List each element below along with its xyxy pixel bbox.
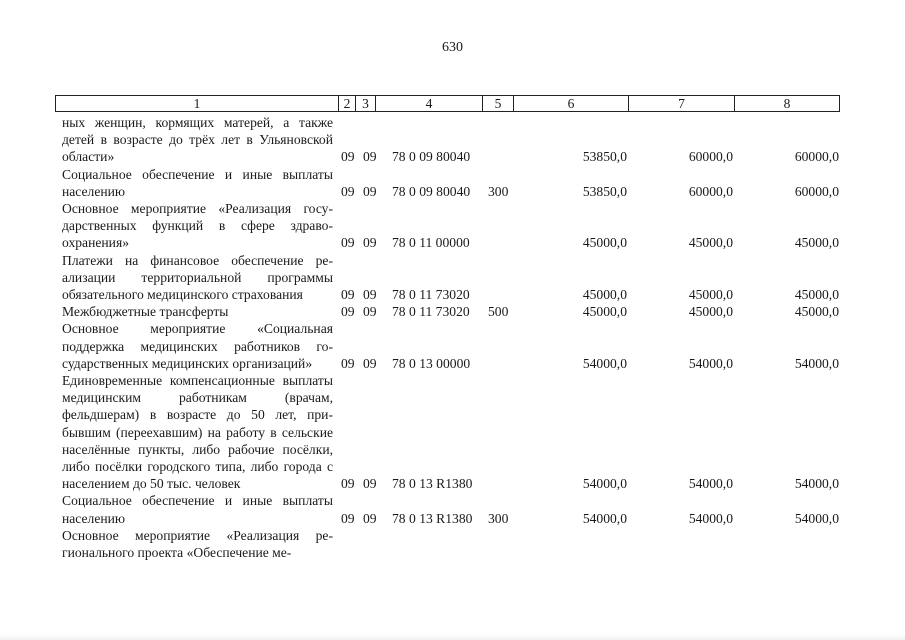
row-amount-2: 54000,0 [688, 476, 733, 492]
row-amount-3: 54000,0 [794, 510, 839, 526]
row-pr: 09 [363, 287, 377, 303]
row-cs: 78 0 09 80040 [392, 183, 471, 199]
row-pr: 09 [363, 510, 377, 526]
row-cs: 78 0 11 00000 [392, 235, 470, 251]
row-description: Единовременные компенсационные выплаты медицинским работникам (врачам, фельдшерам) в возрасте до 50 лет, прибывшим (переехавшим) на работу в сельские населённые пункты, либо рабочие посёлки, либо посёлки городского типа, либо города с населением до 50 тыс. человек [62, 373, 333, 492]
row-pr: 09 [363, 476, 377, 492]
row-description: Основное мероприятие «Реализация регионального проекта «Обеспечение ме- [62, 527, 333, 561]
row-amount-3: 45000,0 [794, 287, 839, 303]
row-rz: 09 [341, 287, 355, 303]
table-row [0, 303, 905, 320]
row-amount-1: 54000,0 [582, 355, 627, 371]
page-number: 630 [442, 40, 463, 55]
row-amount-2: 54000,0 [688, 355, 733, 371]
row-amount-1: 45000,0 [582, 304, 627, 320]
row-amount-1: 53850,0 [582, 149, 627, 165]
row-amount-3: 60000,0 [794, 183, 839, 199]
table-row [0, 372, 905, 492]
row-amount-2: 45000,0 [688, 235, 733, 251]
header-col-8: 8 [734, 96, 839, 111]
row-amount-2: 45000,0 [688, 287, 733, 303]
table-row [0, 527, 905, 561]
row-amount-3: 45000,0 [794, 304, 839, 320]
row-cs: 78 0 09 80040 [392, 149, 471, 165]
row-description: Платежи на финансовое обеспечение реализации территориальной программы обязательного медицинского страхования [62, 252, 333, 303]
table-row [0, 492, 905, 526]
row-description: Основное мероприятие «Социальная поддержка медицинских работников государственных медицинских организаций» [62, 321, 333, 371]
row-pr: 09 [363, 149, 377, 165]
table-header [55, 95, 840, 112]
row-amount-3: 54000,0 [794, 476, 839, 492]
row-description: Межбюджетные трансферты [62, 304, 229, 320]
row-cs: 78 0 11 73020 [392, 287, 470, 303]
row-amount-2: 60000,0 [688, 149, 733, 165]
row-amount-3: 60000,0 [794, 149, 839, 165]
row-amount-3: 54000,0 [794, 355, 839, 371]
row-cs: 78 0 13 00000 [392, 355, 471, 371]
header-col-4: 4 [375, 96, 482, 111]
row-rz: 09 [341, 304, 355, 320]
row-description: Социальное обеспечение и иные выплаты населению [62, 166, 333, 199]
header-col-6: 6 [513, 96, 628, 111]
row-vr: 300 [488, 183, 509, 199]
row-rz: 09 [341, 510, 355, 526]
row-description: Основное мероприятие «Реализация государственных функций в сфере здравоохранения» [62, 201, 333, 251]
row-rz: 09 [341, 183, 355, 199]
row-rz: 09 [341, 476, 355, 492]
row-rz: 09 [341, 149, 355, 165]
row-amount-1: 53850,0 [582, 183, 627, 199]
scan-edge-shadow [0, 634, 905, 640]
row-pr: 09 [363, 235, 377, 251]
header-col-3: 3 [355, 96, 375, 111]
row-amount-3: 45000,0 [794, 235, 839, 251]
row-rz: 09 [341, 355, 355, 371]
row-vr: 300 [488, 510, 509, 526]
row-amount-1: 54000,0 [582, 476, 627, 492]
row-amount-2: 60000,0 [688, 183, 733, 199]
row-rz: 09 [341, 235, 355, 251]
table-body [0, 114, 905, 561]
row-pr: 09 [363, 355, 377, 371]
row-pr: 09 [363, 304, 377, 320]
row-amount-1: 54000,0 [582, 510, 627, 526]
row-description: Социальное обеспечение и иные выплаты населению [62, 493, 333, 526]
row-cs: 78 0 13 R1380 [392, 510, 473, 526]
header-col-5: 5 [482, 96, 513, 111]
table-row [0, 252, 905, 304]
row-cs: 78 0 11 73020 [392, 304, 470, 320]
table-row [0, 200, 905, 252]
header-col-1: 1 [193, 96, 201, 111]
row-cs: 78 0 13 R1380 [392, 476, 473, 492]
row-amount-1: 45000,0 [582, 235, 627, 251]
header-col-7: 7 [628, 96, 734, 111]
table-row [0, 114, 905, 166]
row-amount-1: 45000,0 [582, 287, 627, 303]
row-vr: 500 [488, 304, 509, 320]
table-row [0, 166, 905, 200]
row-description: ных женщин, кормящих матерей, а также детей в возрасте до трёх лет в Ульяновской области» [62, 115, 333, 165]
row-amount-2: 54000,0 [688, 510, 733, 526]
table-row [0, 320, 905, 372]
header-col-2: 2 [338, 96, 355, 111]
row-pr: 09 [363, 183, 377, 199]
row-amount-2: 45000,0 [688, 304, 733, 320]
